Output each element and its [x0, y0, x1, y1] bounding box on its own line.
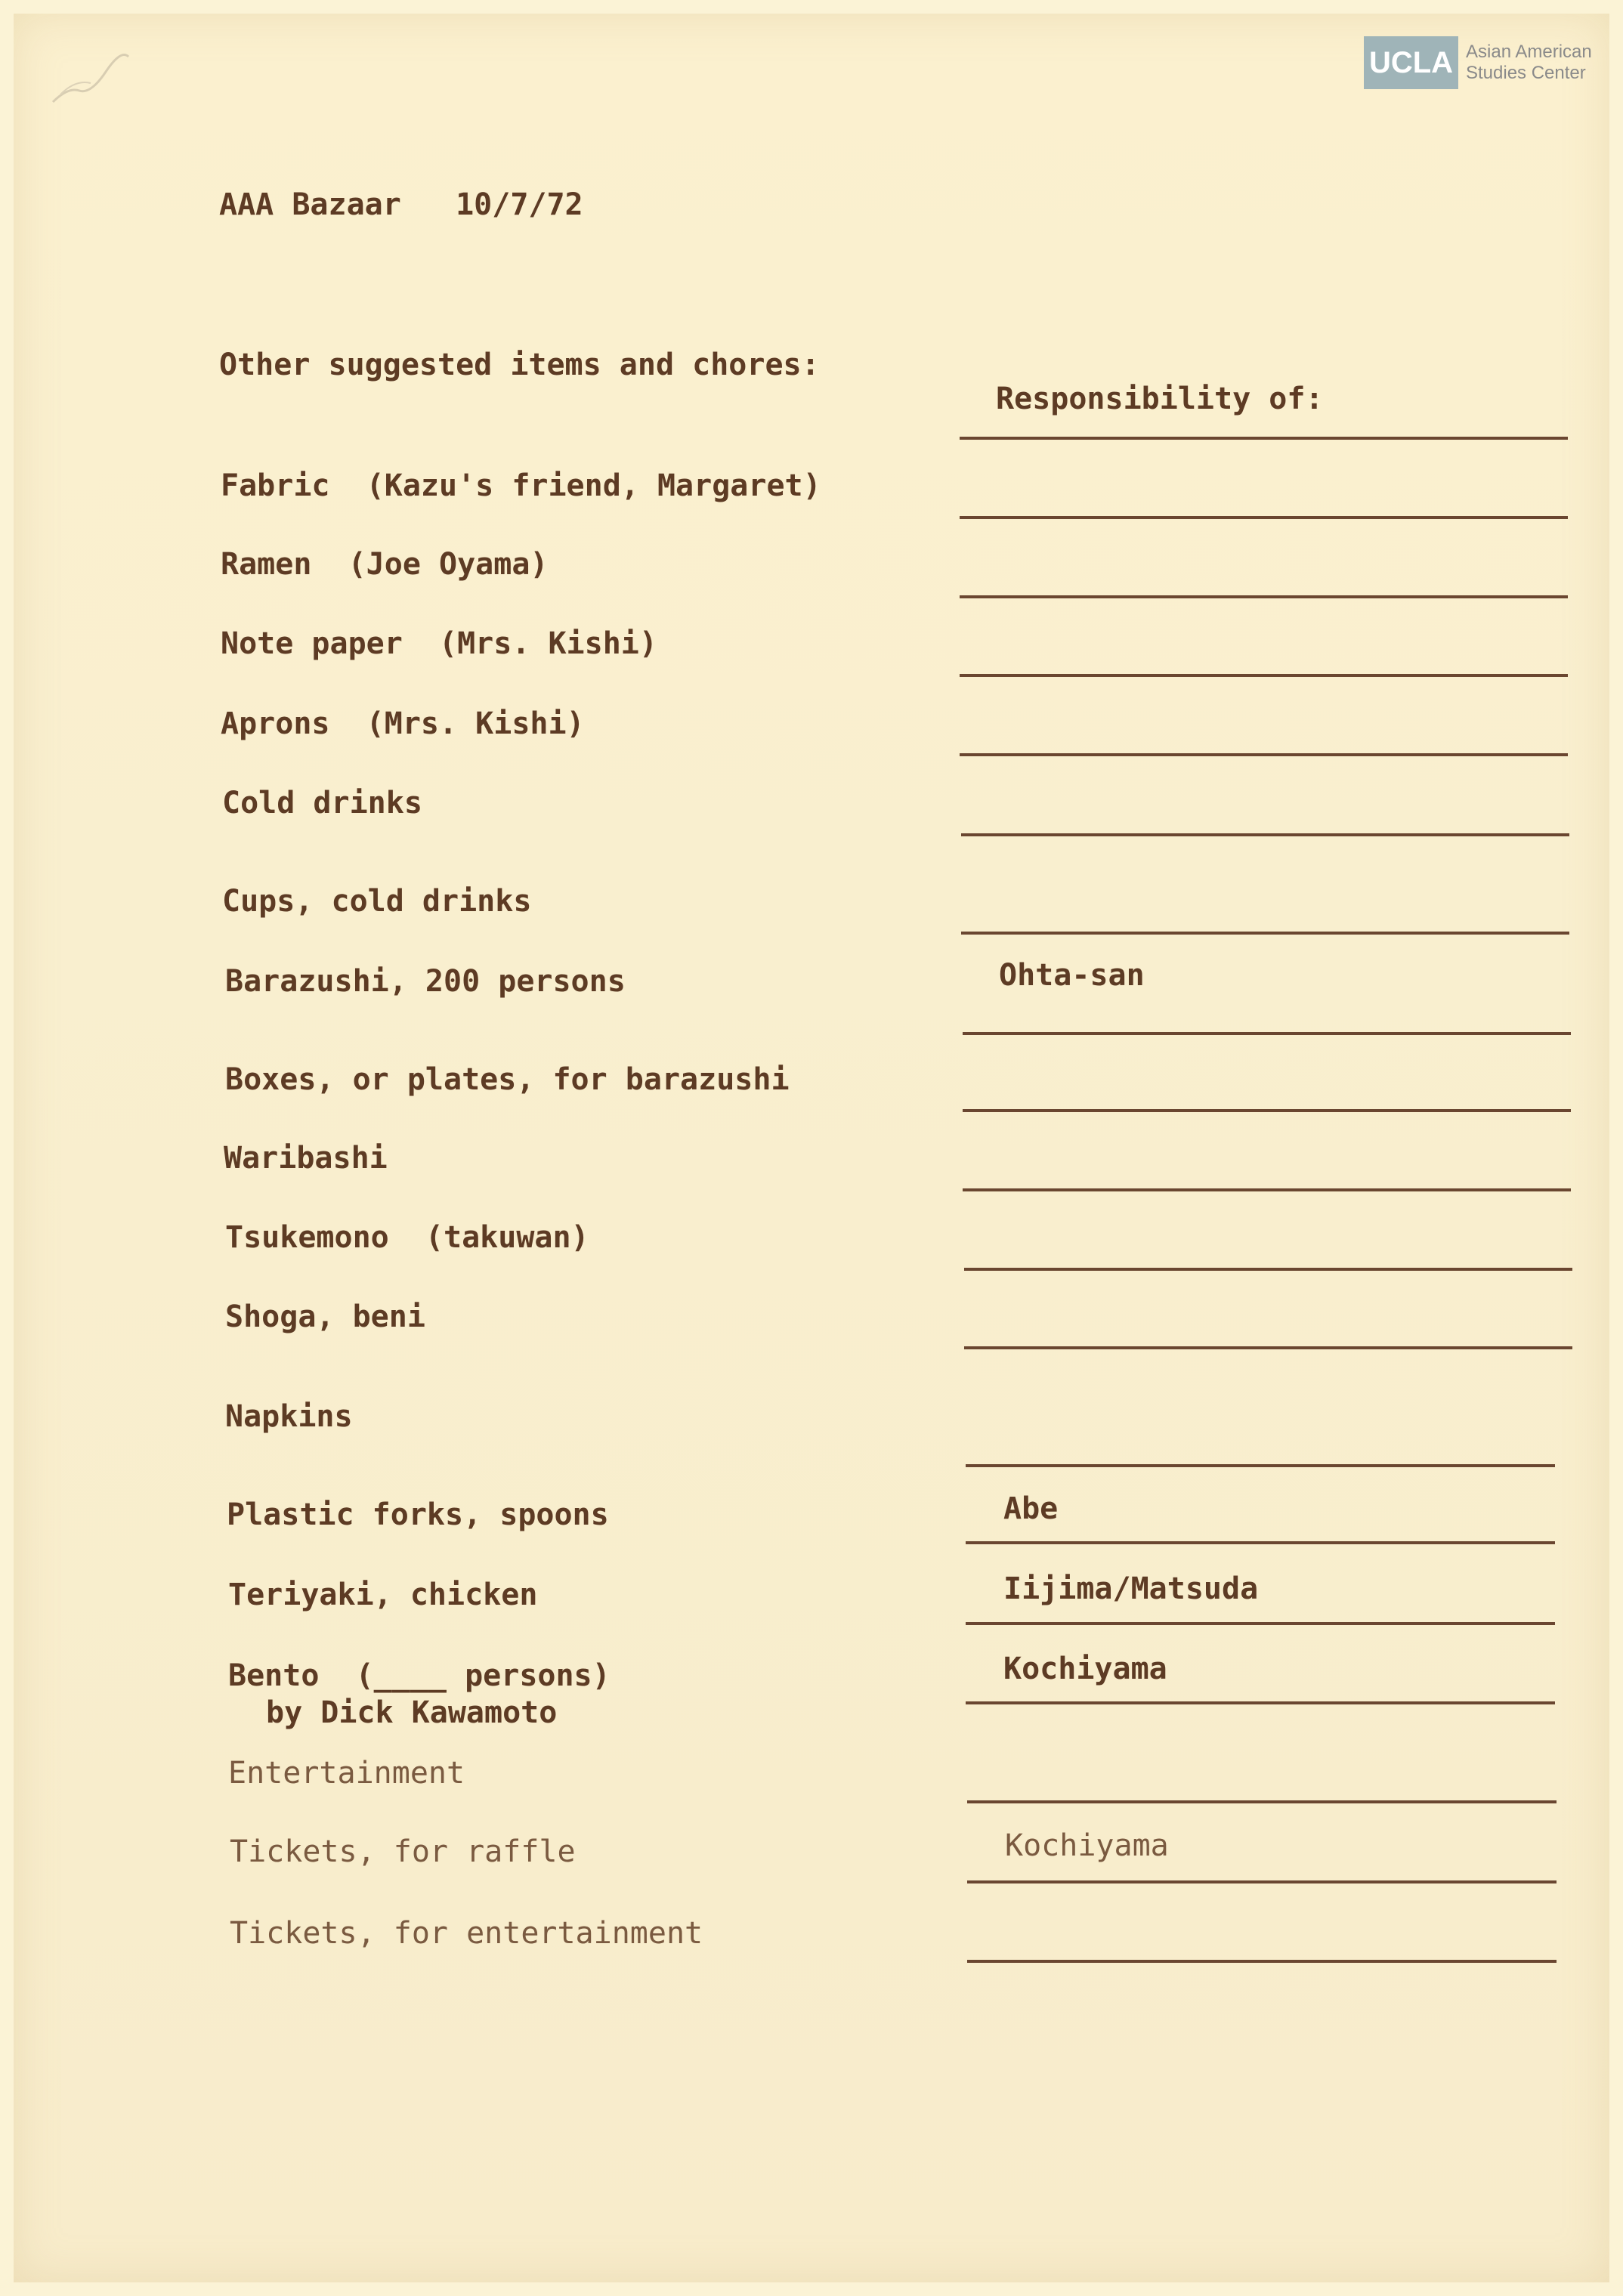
item-label: Teriyaki, chicken	[228, 1578, 538, 1612]
responsibility-line	[961, 932, 1569, 935]
responsibility-line	[963, 1188, 1571, 1191]
responsibility-heading: Responsibility of:	[996, 382, 1324, 416]
responsibility-line	[966, 1701, 1555, 1704]
item-label: Shoga, beni	[225, 1299, 425, 1334]
item-label: Cups, cold drinks	[222, 884, 532, 919]
document-title: AAA Bazaar 10/7/72	[219, 187, 583, 222]
responsibility-line	[960, 595, 1568, 598]
item-label: Entertainment	[228, 1756, 465, 1791]
responsibility-line	[966, 1622, 1555, 1625]
item-label: Napkins	[225, 1399, 353, 1434]
responsibility-line	[967, 1960, 1557, 1963]
subheading: Other suggested items and chores:	[219, 348, 820, 382]
item-label: Note paper (Mrs. Kishi)	[221, 626, 657, 661]
logo-line-2: Studies Center	[1466, 63, 1586, 83]
responsibility-line	[960, 516, 1568, 519]
responsibility-line	[966, 1464, 1555, 1467]
responsibility-line	[967, 1880, 1557, 1883]
item-label: Boxes, or plates, for barazushi	[225, 1062, 790, 1097]
item-label: Ramen (Joe Oyama)	[221, 547, 549, 582]
responsibility-line	[964, 1268, 1572, 1271]
responsibility-line	[961, 833, 1569, 836]
item-label: Barazushi, 200 persons	[225, 964, 626, 999]
responsible-person: Iijima/Matsuda	[1003, 1571, 1259, 1606]
item-label: Fabric (Kazu's friend, Margaret)	[221, 468, 821, 503]
responsibility-line	[960, 753, 1568, 756]
responsible-person: Kochiyama	[1005, 1828, 1169, 1863]
responsibility-line	[967, 1800, 1557, 1803]
responsible-person: Ohta-san	[999, 958, 1145, 993]
item-label: Waribashi	[224, 1141, 388, 1176]
ucla-aasc-logo	[1364, 36, 1592, 89]
responsibility-line	[963, 1032, 1571, 1035]
responsible-person: Kochiyama	[1003, 1652, 1167, 1686]
item-label: Tickets, for raffle	[230, 1834, 576, 1869]
item-label: Tsukemono (takuwan)	[225, 1220, 589, 1255]
item-label: Tickets, for entertainment	[230, 1916, 703, 1951]
ucla-logo-mark: UCLA	[1364, 36, 1458, 89]
responsibility-line	[963, 1109, 1571, 1112]
logo-line-1: Asian American	[1466, 42, 1592, 62]
responsibility-line	[964, 1346, 1572, 1349]
item-sub-label: by Dick Kawamoto	[266, 1695, 558, 1730]
item-label: Cold drinks	[222, 786, 422, 820]
item-label: Plastic forks, spoons	[227, 1497, 609, 1532]
responsibility-line	[960, 674, 1568, 677]
pencil-mark	[45, 42, 136, 110]
logo-org-name	[1466, 42, 1592, 84]
item-label: Bento (____ persons)	[228, 1658, 611, 1693]
item-label: Aprons (Mrs. Kishi)	[221, 706, 585, 741]
responsible-person: Abe	[1003, 1491, 1059, 1526]
heading-rule	[960, 437, 1568, 440]
responsibility-line	[966, 1541, 1555, 1544]
